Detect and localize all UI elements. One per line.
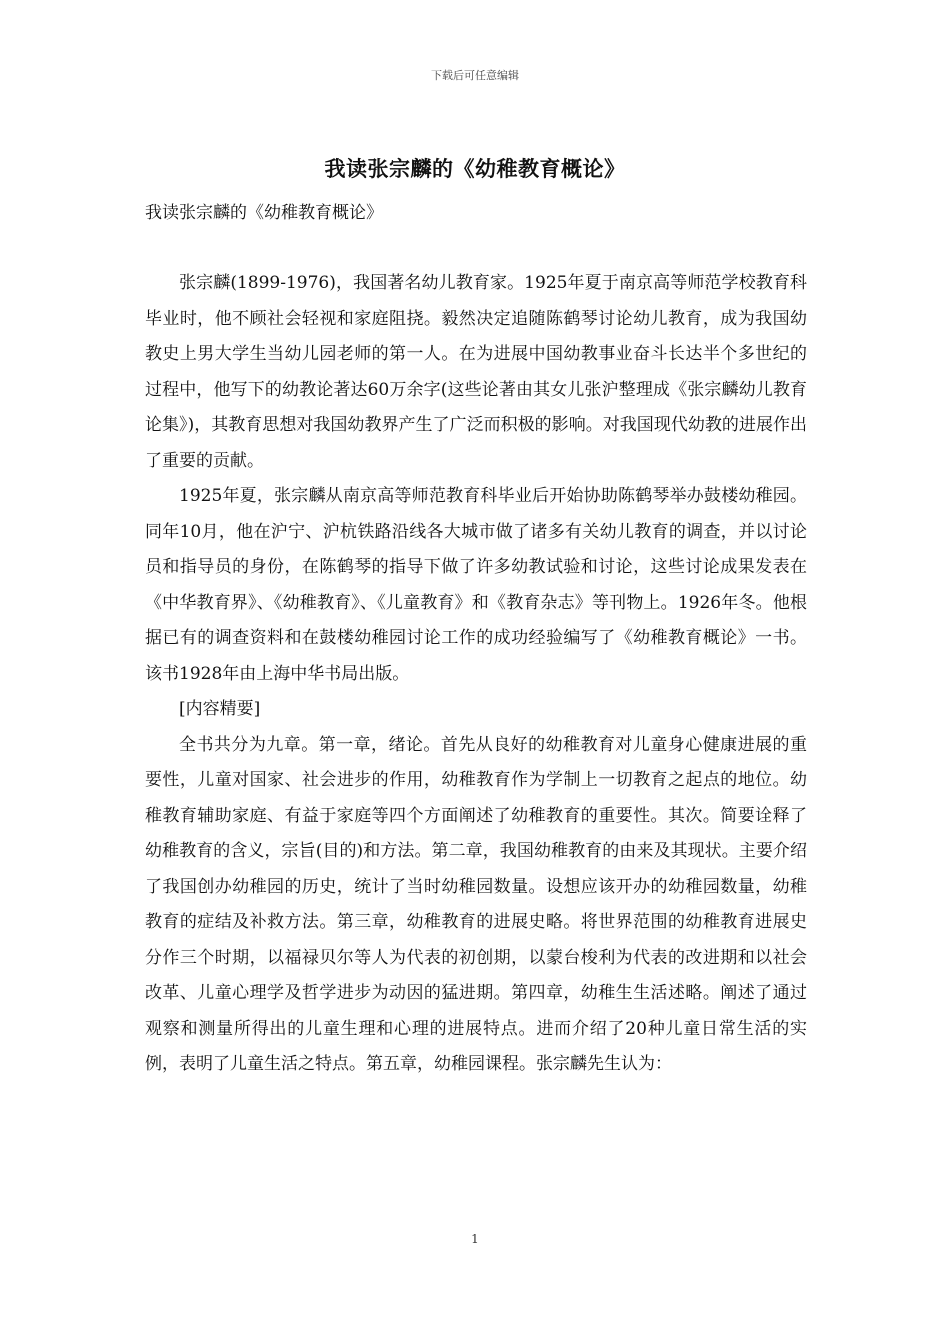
section-heading-content-summary: [内容精要] bbox=[179, 699, 261, 719]
page-number: 1 bbox=[471, 1232, 479, 1246]
document-title: 我读张宗麟的《幼稚教育概论》 bbox=[324, 156, 626, 181]
document-body bbox=[145, 266, 807, 1083]
paragraph-intro: 张宗麟(1899-1976)，我国著名幼儿教育家。1925年夏于南京高等师范学校教育科毕业时，他不顾社会轻视和家庭阻挠。毅然决定追随陈鹤琴讨论幼儿教育，成为我国幼教史上男大学生当幼儿园老师的第一人。在为进展中国幼教事业奋斗长达半个多世纪的过程中，他写下的幼教论著达60万余字(这些论著由其女儿张沪整理成《张宗麟幼儿教育论集》)，其教育思想对我国幼教界产生了广泛而积极的影响。对我国现代幼教的进展作出了重要的贡献。 bbox=[145, 273, 807, 471]
document-subtitle: 我读张宗麟的《幼稚教育概论》 bbox=[145, 203, 383, 223]
paragraph-summary: 全书共分为九章。第一章，绪论。首先从良好的幼稚教育对儿童身心健康进展的重要性，儿童对国家、社会进步的作用，幼稚教育作为学制上一切教育之起点的地位。幼稚教育辅助家庭、有益于家庭等四个方面阐述了幼稚教育的重要性。其次。简要诠释了幼稚教育的含义，宗旨(目的)和方法。第二章，我国幼稚教育的由来及其现状。主要介绍了我国创办幼稚园的历史，统计了当时幼稚园数量。设想应该开办的幼稚园数量，幼稚教育的症结及补救方法。第三章，幼稚教育的进展史略。将世界范围的幼稚教育进展史分作三个时期，以福禄贝尔等人为代表的初创期，以蒙台梭利为代表的改进期和以社会改革、儿童心理学及哲学进步为动因的猛进期。第四章，幼稚生生活述略。阐述了通过观察和测量所得出的儿童生理和心理的进展特点。进而介绍了20种儿童日常生活的实例，表明了儿童生活之特点。第五章，幼稚园课程。张宗麟先生认为： bbox=[145, 734, 807, 1074]
paragraph-history: 1925年夏，张宗麟从南京高等师范教育科毕业后开始协助陈鹤琴举办鼓楼幼稚园。同年10月，他在沪宁、沪杭铁路沿线各大城市做了诸多有关幼儿教育的调查，并以讨论员和指导员的身份，在陈鹤琴的指导下做了许多幼教试验和讨论，这些讨论成果发表在《中华教育界》、《幼稚教育》、《儿童教育》和《教育杂志》等刊物上。1926年冬。他根据已有的调查资料和在鼓楼幼稚园讨论工作的成功经验编写了《幼稚教育概论》一书。该书1928年由上海中华书局出版。 bbox=[145, 486, 807, 684]
page-header-note: 下载后可任意编辑 bbox=[431, 69, 519, 82]
